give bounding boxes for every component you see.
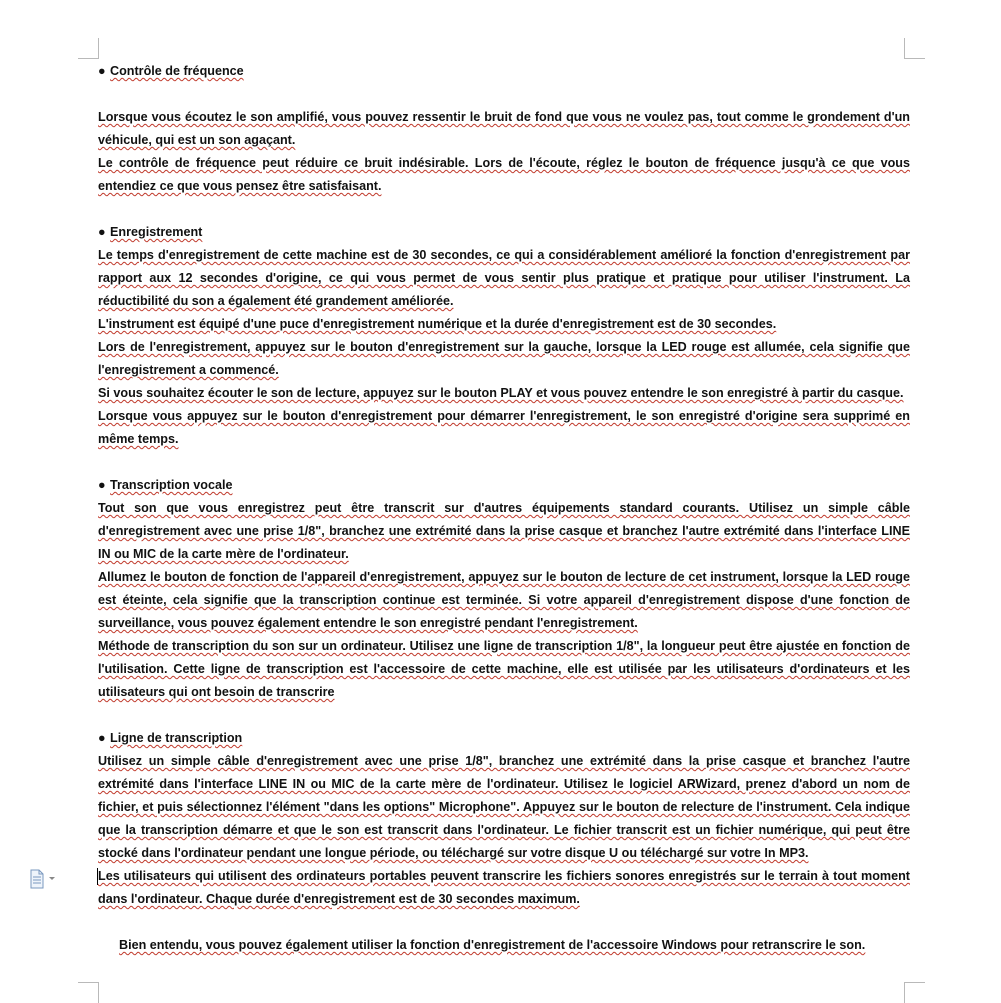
page-corner-bottom-right (904, 982, 925, 1003)
bullet-icon: ● (98, 64, 106, 78)
paragraph: Lorsque vous appuyez sur le bouton d'enregistrement pour démarrer l'enregistrement, le son enregistré d'origine sera supprimé en même temps. (98, 409, 910, 446)
paste-options-icon[interactable] (28, 869, 62, 889)
section-ligne-transcription (98, 727, 910, 911)
section-controle-frequence (98, 60, 910, 198)
document-icon (28, 869, 62, 889)
paragraph: Le temps d'enregistrement de cette machine est de 30 secondes, ce qui a considérablement amélioré la fonction d'enregistrement par rapport aux 12 secondes d'origine, ce qui vous permet de vous sentir plus pratique et pratique pour utiliser l'instrument. La réductibilité du son a également été grandement améliorée. (98, 248, 910, 308)
paragraph: Le contrôle de fréquence peut réduire ce bruit indésirable. Lors de l'écoute, réglez le bouton de fréquence jusqu'à ce que vous entendiez ce que vous pensez être satisfaisant. (98, 156, 910, 193)
bullet-icon: ● (98, 731, 106, 745)
paragraph: Lors de l'enregistrement, appuyez sur le bouton d'enregistrement sur la gauche, lorsque la LED rouge est allumée, cela signifie que l'enregistrement a commencé. (98, 340, 910, 377)
page-corner-top-right (904, 38, 925, 59)
bullet-icon: ● (98, 225, 106, 239)
blank-line (98, 83, 910, 106)
section-heading: ● Transcription vocale (98, 474, 910, 497)
paragraph: Méthode de transcription du son sur un ordinateur. Utilisez une ligne de transcription 1/8", la longueur peut être ajustée en fonction de l'utilisation. Cette ligne de transcription est l'accessoire de cette machine, elle est utilisée par les utilisateurs d'ordinateurs et les utilisateurs qui ont besoin de transcrire (98, 639, 910, 699)
paragraph: Allumez le bouton de fonction de l'appareil d'enregistrement, appuyez sur le bouton de lecture de cet instrument, lorsque la LED rouge est éteinte, cela signifie que la transcription continue est terminée. Si votre appareil d'enregistrement dispose d'une fonction de surveillance, vous pouvez également entendre le son enregistré pendant l'enregistrement. (98, 570, 910, 630)
closing-paragraph: Bien entendu, vous pouvez également utiliser la fonction d'enregistrement de l'accessoire Windows pour retranscrire le son. (119, 938, 866, 952)
chevron-down-icon (49, 877, 55, 880)
page-corner-bottom-left (78, 982, 99, 1003)
section-heading: ● Contrôle de fréquence (98, 60, 910, 83)
section-enregistrement (98, 221, 910, 451)
section-heading: ● Enregistrement (98, 221, 910, 244)
paragraph: Lorsque vous écoutez le son amplifié, vous pouvez ressentir le bruit de fond que vous ne voulez pas, tout comme le grondement d'un véhicule, qui est un son agaçant. (98, 110, 910, 147)
paragraph: Les utilisateurs qui utilisent des ordinateurs portables peuvent transcrire les fichiers sonores enregistrés sur le terrain à tout moment dans l'ordinateur. Chaque durée d'enregistrement est de 30 secondes maximum. (98, 869, 910, 906)
text-cursor (97, 868, 98, 885)
paragraph: Utilisez un simple câble d'enregistrement avec une prise 1/8", branchez une extrémité dans la prise casque et branchez l'autre extrémité dans l'interface LINE IN ou MIC de la carte mère de l'ordinateur. Utilisez le logiciel ARWizard, prenez d'abord un nom de fichier, et puis sélectionnez l'élément "dans les options" Microphone". Appuyez sur le bouton de relecture de l'instrument. Cela indique que la transcription démarre et que le son est transcrit dans l'ordinateur. Le fichier transcrit est un fichier numérique, qui peut être stocké dans l'ordinateur pendant une longue période, ou téléchargé sur votre disque U ou téléchargé sur votre In MP3. (98, 754, 910, 860)
section-heading: ● Ligne de transcription (98, 727, 910, 750)
paragraph: Tout son que vous enregistrez peut être transcrit sur d'autres équipements standard courants. Utilisez un simple câble d'enregistrement avec une prise 1/8", branchez une extrémité dans la prise casque et branchez l'autre extrémité dans l'interface LINE IN ou MIC de la carte mère de l'ordinateur. (98, 501, 910, 561)
paragraph: Si vous souhaitez écouter le son de lecture, appuyez sur le bouton PLAY et vous pouvez entendre le son enregistré à partir du casque. (98, 386, 904, 400)
page-corner-top-left (78, 38, 99, 59)
document-body[interactable] (98, 60, 910, 957)
cursor-paragraph[interactable] (98, 865, 910, 911)
paragraph: L'instrument est équipé d'une puce d'enregistrement numérique et la durée d'enregistrement est de 30 secondes. (98, 317, 777, 331)
section-transcription-vocale (98, 474, 910, 704)
bullet-icon: ● (98, 478, 106, 492)
